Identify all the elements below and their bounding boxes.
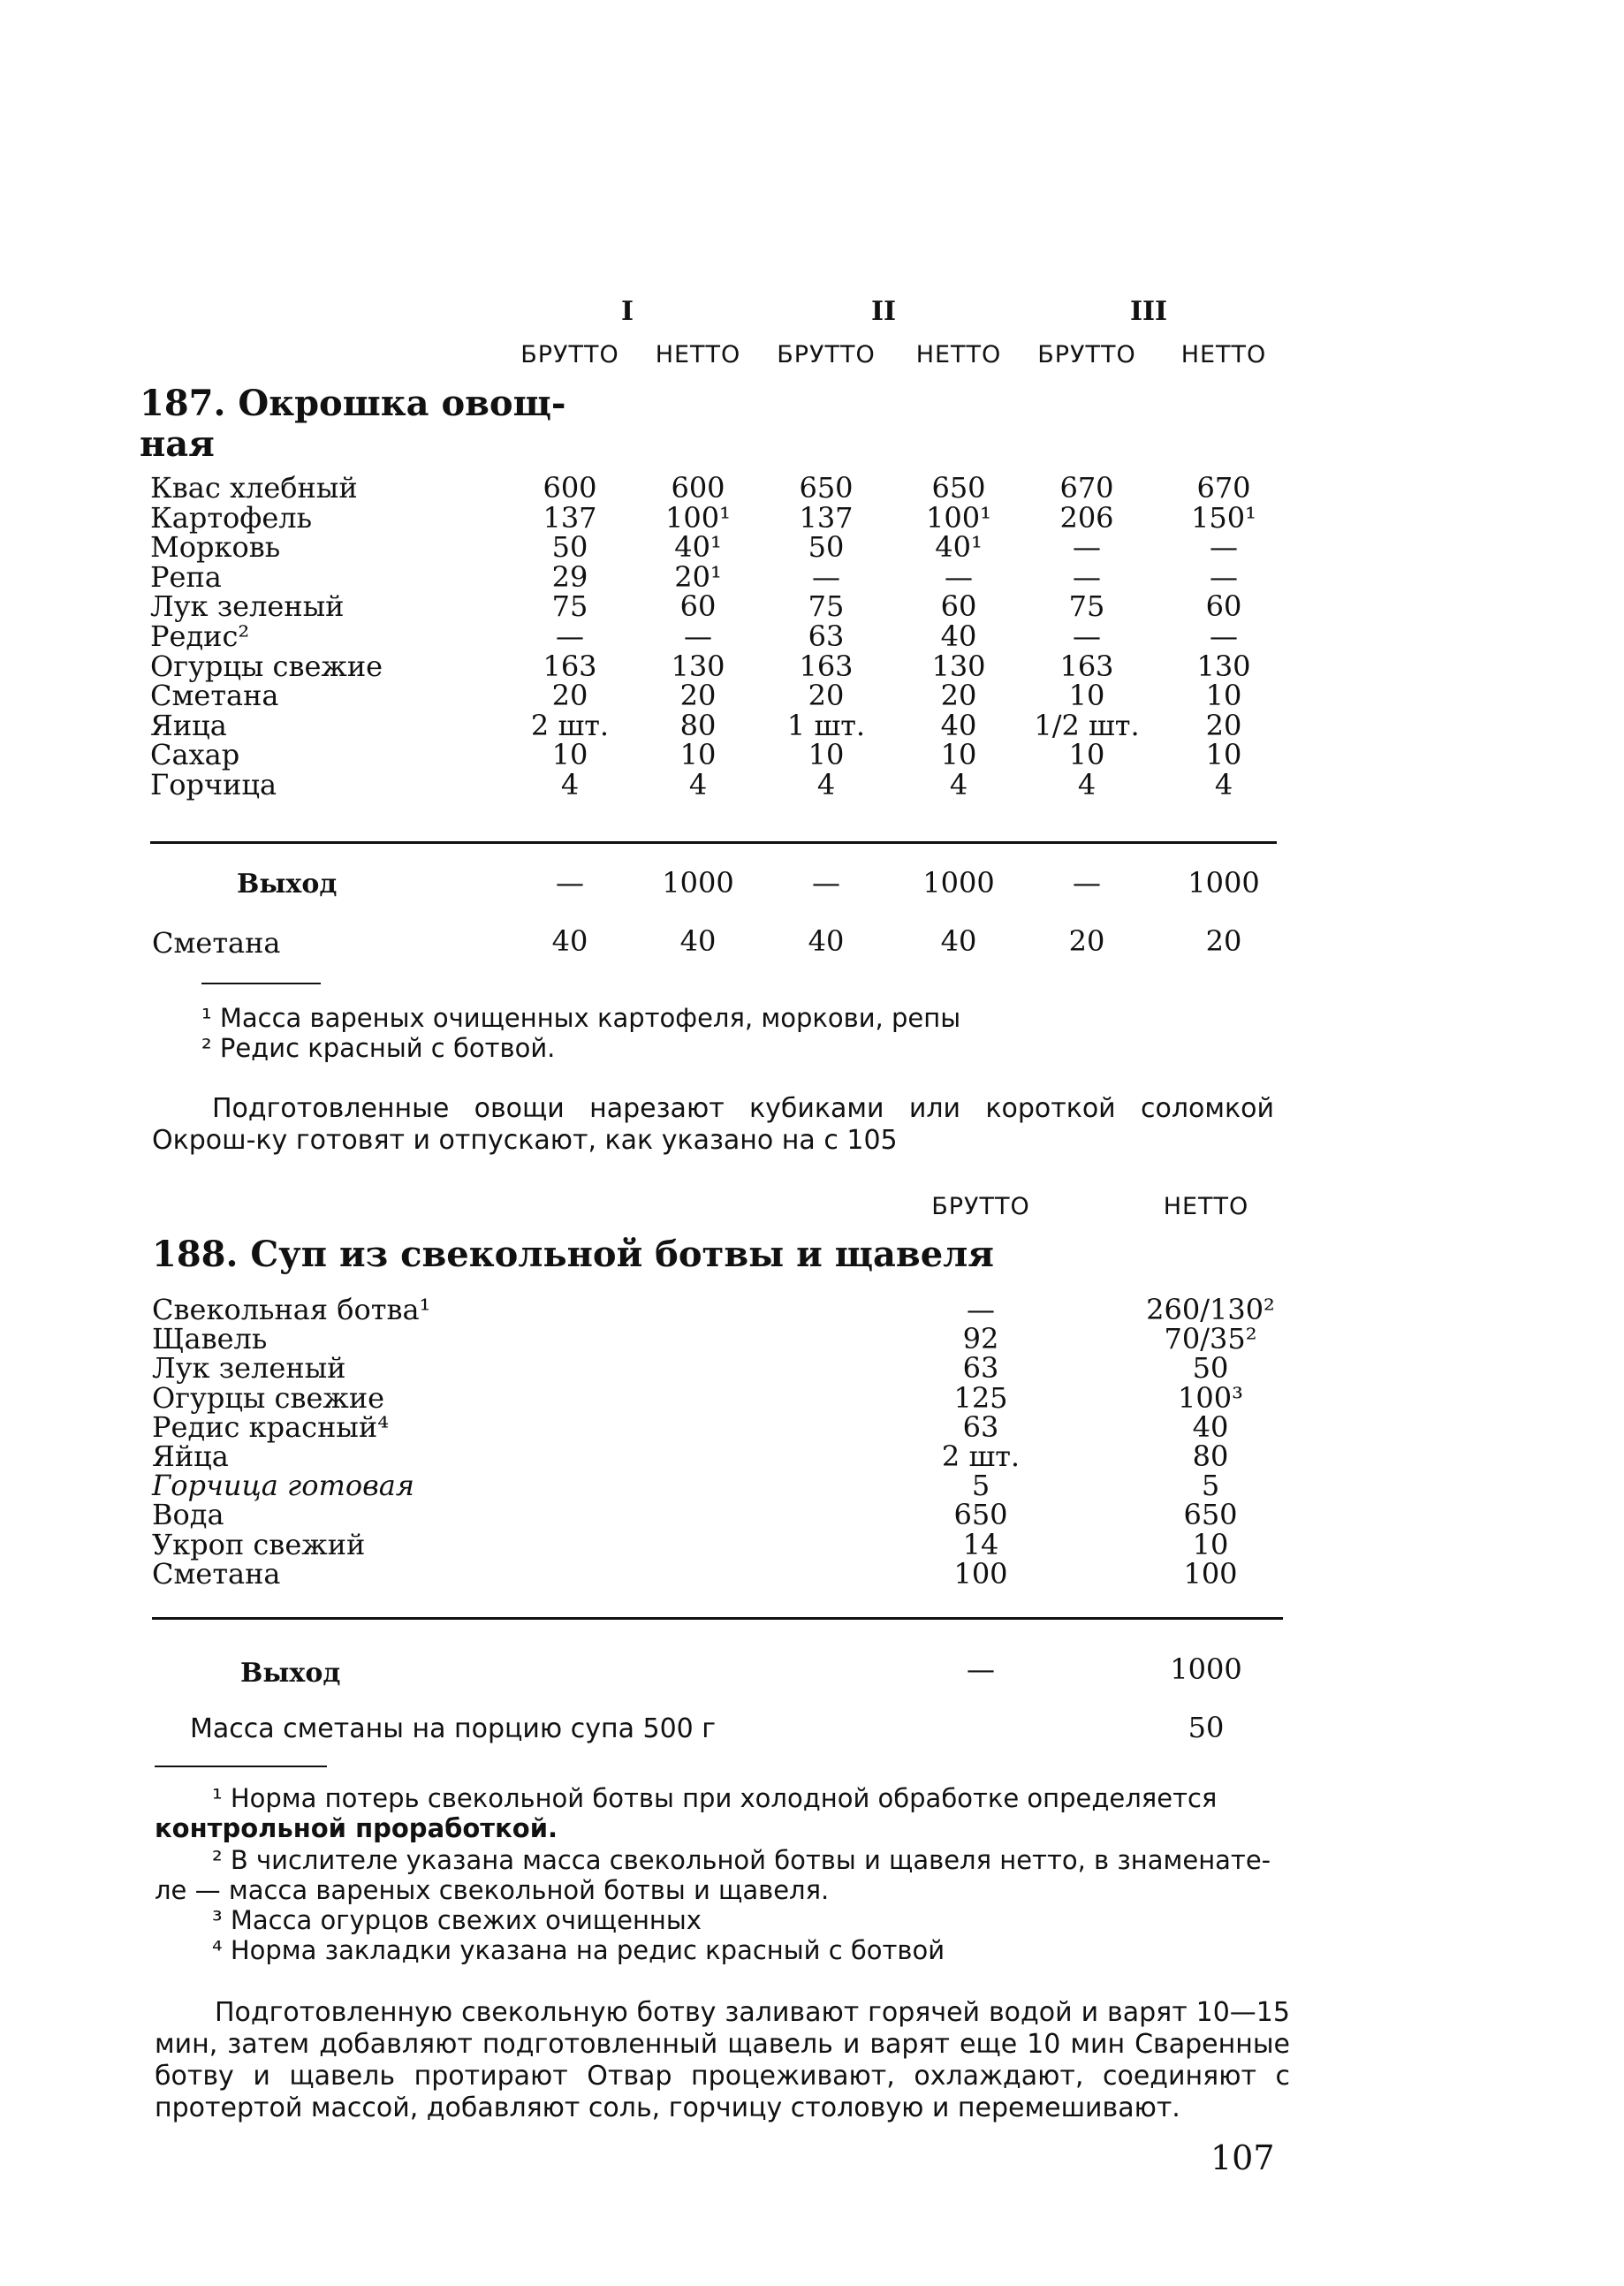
- table-cell: 650: [931, 471, 986, 505]
- table-cell: 4: [560, 768, 580, 801]
- column-header: БРУТТО: [1037, 341, 1136, 368]
- table-row-label: Горчица готовая: [152, 1469, 414, 1502]
- table-cell: 60: [940, 589, 977, 623]
- page-number: 107: [1210, 2138, 1275, 2177]
- table-cell: 50: [1192, 1351, 1229, 1385]
- yield-value: 1000: [922, 866, 995, 900]
- table-cell: 125: [953, 1381, 1008, 1415]
- column-header: БРУТТО: [520, 341, 619, 368]
- table-cell: 10: [679, 738, 717, 771]
- table-row-label: Сметана: [152, 1557, 281, 1591]
- footnote: ³ Масса огурцов свежих очищенных: [212, 1905, 702, 1935]
- table-cell: 63: [962, 1410, 999, 1444]
- table-cell: 20: [679, 679, 717, 712]
- table-cell: —: [684, 619, 712, 653]
- sour-cream-label: Масса сметаны на порцию супа 500 г: [190, 1713, 717, 1744]
- table-row-label: Огурцы свежие: [150, 649, 383, 683]
- yield-label: Выход: [237, 869, 338, 900]
- table-row-label: Редис²: [150, 619, 250, 653]
- table-cell: —: [1210, 560, 1238, 594]
- table-cell: 5: [971, 1469, 990, 1502]
- table-cell: 670: [1059, 471, 1114, 505]
- footnote: ² В числителе указана масса свекольной ботвы и щавеля нетто, в знаменате-: [212, 1845, 1271, 1875]
- table-cell: —: [1073, 560, 1101, 594]
- yield-value: —: [556, 866, 584, 900]
- divider: [150, 841, 1277, 844]
- table-cell: —: [967, 1293, 995, 1326]
- yield-value: —: [1073, 866, 1101, 900]
- table-cell: 150¹: [1191, 501, 1256, 535]
- table-cell: 1 шт.: [786, 709, 866, 742]
- table-cell: 4: [816, 768, 836, 801]
- table-cell: 29: [551, 560, 588, 594]
- table-row-label: Лук зеленый: [152, 1351, 346, 1385]
- divider: [152, 1617, 1283, 1620]
- table-cell: 650: [1183, 1498, 1238, 1531]
- yield-brutto: —: [967, 1652, 995, 1686]
- table-cell: 40: [940, 619, 977, 653]
- table-cell: 40¹: [935, 530, 983, 564]
- table-cell: 20: [940, 679, 977, 712]
- table-row-label: Редис красный⁴: [152, 1410, 390, 1444]
- table-cell: 163: [1059, 649, 1114, 683]
- table-row-label: Яица: [150, 709, 227, 742]
- footnote: ⁴ Норма закладки указана на редис красный с ботвой: [212, 1935, 945, 1965]
- table-row-label: Картофель: [150, 501, 313, 535]
- table-row-label: Вода: [152, 1498, 224, 1531]
- sour-cream-value: 20: [1205, 924, 1242, 958]
- table-row-label: Яйца: [152, 1439, 229, 1473]
- table-cell: 130: [931, 649, 986, 683]
- table-row-label: Укроп свежий: [152, 1528, 366, 1561]
- table-cell: —: [945, 560, 973, 594]
- table-cell: 10: [1068, 738, 1105, 771]
- table-cell: 650: [799, 471, 854, 505]
- table-cell: 20: [551, 679, 588, 712]
- table-row-label: Свекольная ботва¹: [152, 1293, 431, 1326]
- table-row-label: Сахар: [150, 738, 240, 771]
- table-cell: 80: [1192, 1439, 1229, 1473]
- table-cell: 70/35²: [1164, 1322, 1257, 1356]
- table-cell: 14: [962, 1528, 999, 1561]
- recipe-title-cont: ная: [140, 423, 215, 465]
- table-cell: 670: [1196, 471, 1251, 505]
- roman-numeral: III: [1129, 296, 1168, 327]
- table-row-label: Сметана: [150, 679, 279, 712]
- table-cell: 2 шт.: [530, 709, 610, 742]
- sour-cream-value: 40: [679, 924, 717, 958]
- table-cell: 650: [953, 1498, 1008, 1531]
- roman-numeral: II: [870, 296, 897, 327]
- table-cell: 130: [671, 649, 725, 683]
- table-cell: 20: [808, 679, 845, 712]
- table-cell: 60: [1205, 589, 1242, 623]
- table-cell: —: [1073, 619, 1101, 653]
- table-cell: 10: [1068, 679, 1105, 712]
- table-cell: 10: [808, 738, 845, 771]
- footnote-cont: ле — масса вареных свекольной ботвы и щавеля.: [155, 1875, 830, 1905]
- column-header: НЕТТО: [655, 341, 741, 368]
- yield-value: 1000: [1188, 866, 1260, 900]
- column-header: НЕТТО: [1163, 1193, 1249, 1220]
- table-cell: 4: [949, 768, 968, 801]
- table-cell: 100: [953, 1557, 1008, 1591]
- sour-cream-value: 40: [808, 924, 845, 958]
- table-cell: 600: [543, 471, 597, 505]
- table-cell: 10: [1205, 679, 1242, 712]
- table-cell: 92: [962, 1322, 999, 1356]
- table-cell: 10: [1205, 738, 1242, 771]
- table-cell: 4: [688, 768, 708, 801]
- footnote: ¹ Масса вареных очищенных картофеля, моркови, репы: [201, 1003, 961, 1033]
- table-row-label: Щавель: [152, 1322, 268, 1356]
- table-cell: 20: [1205, 709, 1242, 742]
- table-cell: 100: [1183, 1557, 1238, 1591]
- yield-value: 1000: [662, 866, 734, 900]
- yield-label: Выход: [240, 1658, 341, 1689]
- table-cell: 4: [1214, 768, 1233, 801]
- sour-cream-value: 50: [1188, 1711, 1225, 1744]
- table-cell: —: [556, 619, 584, 653]
- table-cell: 40: [940, 709, 977, 742]
- table-cell: 40¹: [674, 530, 722, 564]
- table-cell: 100¹: [926, 501, 991, 535]
- table-cell: 60: [679, 589, 717, 623]
- roman-numeral: I: [620, 296, 634, 327]
- table-cell: 63: [962, 1351, 999, 1385]
- table-cell: 260/130²: [1146, 1293, 1275, 1326]
- table-cell: 130: [1196, 649, 1251, 683]
- table-cell: 2 шт.: [941, 1439, 1021, 1473]
- table-cell: 40: [1192, 1410, 1229, 1444]
- table-cell: 137: [543, 501, 597, 535]
- yield-netto: 1000: [1170, 1652, 1242, 1686]
- table-cell: 163: [799, 649, 854, 683]
- table-cell: 4: [1077, 768, 1097, 801]
- column-header: БРУТТО: [777, 341, 876, 368]
- column-header: БРУТТО: [931, 1193, 1030, 1220]
- table-cell: 206: [1059, 501, 1114, 535]
- table-row-label: Репа: [150, 560, 222, 594]
- table-cell: —: [812, 560, 840, 594]
- table-cell: 100³: [1178, 1381, 1243, 1415]
- table-row-label: Горчица: [150, 768, 277, 801]
- sour-cream-value: 40: [551, 924, 588, 958]
- sour-cream-value: 40: [940, 924, 977, 958]
- sour-cream-value: 20: [1068, 924, 1105, 958]
- instruction-paragraph: Подготовленную свекольную ботву заливают горячей водой и варят 10—15 мин, затем добавляют подготовленный щавель и варят еще 10 мин Сваренные ботву и щавель протирают Отвар процеживают, охлаждают, соединяют с протертой массой, добавляют соль, горчицу столовую и перемешивают.: [155, 1997, 1290, 2123]
- table-cell: —: [1210, 530, 1238, 564]
- table-cell: 100¹: [665, 501, 731, 535]
- table-cell: 163: [543, 649, 597, 683]
- table-cell: —: [1210, 619, 1238, 653]
- table-cell: 137: [799, 501, 854, 535]
- footnote: ¹ Норма потерь свекольной ботвы при холодной обработке определяется: [212, 1783, 1218, 1813]
- column-header: НЕТТО: [915, 341, 1002, 368]
- table-row-label: Лук зеленый: [150, 589, 345, 623]
- table-cell: 80: [679, 709, 717, 742]
- table-cell: —: [1073, 530, 1101, 564]
- footnote: ² Редис красный с ботвой.: [201, 1033, 556, 1063]
- footnote-divider: [201, 983, 321, 984]
- recipe-title: 188. Суп из свекольной ботвы и щавеля: [152, 1234, 994, 1275]
- table-cell: 75: [551, 589, 588, 623]
- table-cell: 10: [1192, 1528, 1229, 1561]
- column-header: НЕТТО: [1180, 341, 1267, 368]
- table-cell: 10: [551, 738, 588, 771]
- table-cell: 63: [808, 619, 845, 653]
- table-cell: 50: [551, 530, 588, 564]
- table-cell: 75: [1068, 589, 1105, 623]
- table-row-label: Морковь: [150, 530, 281, 564]
- instruction-paragraph: Подготовленные овощи нарезают кубиками или короткой соломкой Окрош-ку готовят и отпускают, как указано на с 105: [152, 1093, 1274, 1156]
- yield-value: —: [812, 866, 840, 900]
- sour-cream-label: Сметана: [152, 926, 281, 960]
- table-row-label: Квас хлебный: [150, 471, 358, 505]
- footnote-divider: [155, 1766, 327, 1767]
- table-cell: 10: [940, 738, 977, 771]
- recipe-title: 187. Окрошка овощ-: [140, 383, 566, 424]
- table-cell: 75: [808, 589, 845, 623]
- table-cell: 50: [808, 530, 845, 564]
- table-cell: 600: [671, 471, 725, 505]
- table-cell: 5: [1201, 1469, 1220, 1502]
- table-cell: 1/2 шт.: [1034, 709, 1140, 742]
- table-row-label: Огурцы свежие: [152, 1381, 385, 1415]
- footnote-cont: контрольной проработкой.: [155, 1813, 558, 1843]
- table-cell: 20¹: [674, 560, 722, 594]
